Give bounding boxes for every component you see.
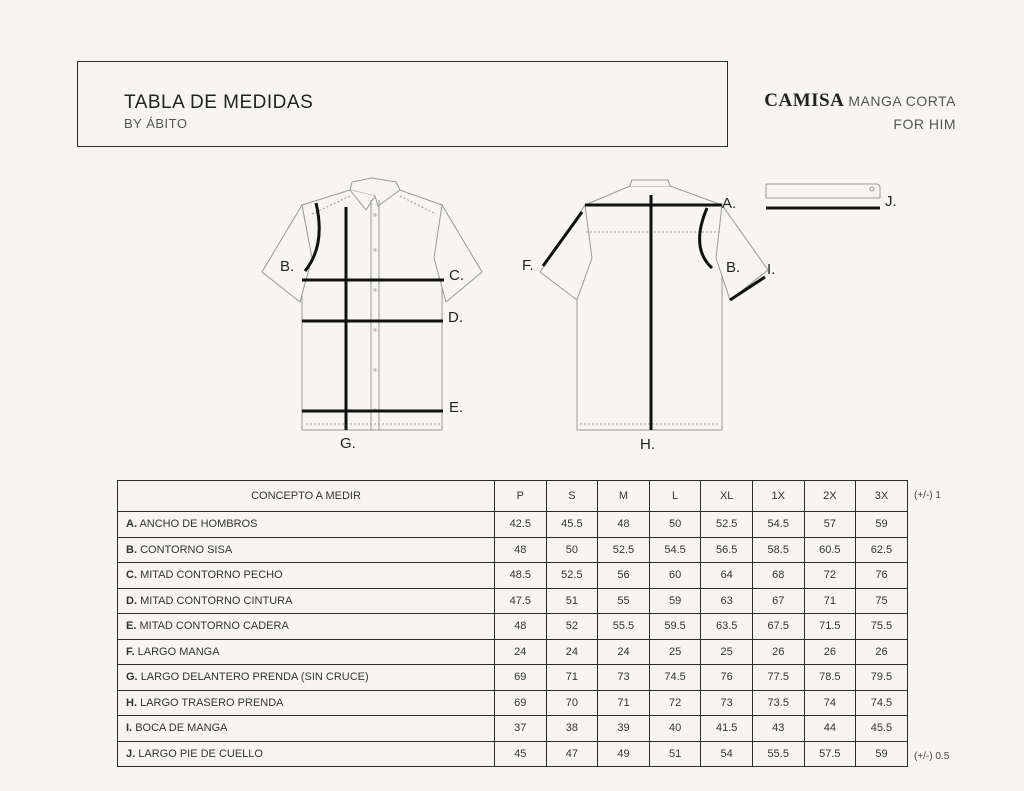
size-value-cell: 72 bbox=[649, 690, 701, 716]
concept-label: ANCHO DE HOMBROS bbox=[139, 518, 258, 531]
size-value-cell: 45.5 bbox=[546, 512, 598, 538]
size-value-cell: 41.5 bbox=[701, 716, 753, 742]
concept-code: B. bbox=[126, 543, 137, 556]
product-audience: FOR HIM bbox=[893, 116, 956, 132]
product-type: MANGA CORTA bbox=[848, 93, 956, 109]
label-f: F. bbox=[522, 257, 534, 274]
label-b-front: B. bbox=[280, 258, 295, 275]
concept-label: BOCA DE MANGA bbox=[135, 722, 228, 735]
size-value-cell: 62.5 bbox=[856, 537, 908, 563]
label-b-back: B. bbox=[726, 259, 741, 276]
label-a: A. bbox=[722, 195, 737, 212]
size-value-cell: 51 bbox=[649, 741, 701, 767]
size-value-cell: 71 bbox=[598, 690, 650, 716]
size-value-cell: 48 bbox=[495, 537, 547, 563]
size-value-cell: 72 bbox=[804, 563, 856, 589]
concept-code: H. bbox=[126, 696, 137, 709]
size-value-cell: 70 bbox=[546, 690, 598, 716]
size-value-cell: 52 bbox=[546, 614, 598, 640]
size-value-cell: 68 bbox=[752, 563, 804, 589]
page-title: TABLA DE MEDIDAS bbox=[124, 92, 314, 113]
concept-label: LARGO TRASERO PRENDA bbox=[140, 696, 284, 709]
size-value-cell: 37 bbox=[495, 716, 547, 742]
size-value-cell: 59 bbox=[649, 588, 701, 614]
size-value-cell: 57.5 bbox=[804, 741, 856, 767]
label-c: C. bbox=[449, 267, 464, 284]
size-value-cell: 54 bbox=[701, 741, 753, 767]
table-row bbox=[118, 563, 908, 589]
concept-code: J. bbox=[126, 747, 136, 760]
size-header: P bbox=[495, 481, 547, 512]
size-value-cell: 24 bbox=[598, 639, 650, 665]
size-value-cell: 67 bbox=[752, 588, 804, 614]
size-value-cell: 51 bbox=[546, 588, 598, 614]
size-value-cell: 67.5 bbox=[752, 614, 804, 640]
concept-code: F. bbox=[126, 645, 135, 658]
table-row bbox=[118, 614, 908, 640]
table-row bbox=[118, 716, 908, 742]
tolerance-top: (+/-) 1 bbox=[914, 490, 941, 501]
size-value-cell: 49 bbox=[598, 741, 650, 767]
size-value-cell: 55 bbox=[598, 588, 650, 614]
size-value-cell: 55.5 bbox=[598, 614, 650, 640]
label-i: I. bbox=[767, 261, 776, 278]
size-value-cell: 73 bbox=[598, 665, 650, 691]
size-value-cell: 24 bbox=[495, 639, 547, 665]
size-value-cell: 45.5 bbox=[856, 716, 908, 742]
size-value-cell: 54.5 bbox=[649, 537, 701, 563]
concept-code: I. bbox=[126, 722, 133, 735]
size-value-cell: 57 bbox=[804, 512, 856, 538]
label-g: G. bbox=[340, 435, 356, 452]
concept-cell bbox=[118, 563, 495, 589]
size-value-cell: 79.5 bbox=[856, 665, 908, 691]
size-value-cell: 48.5 bbox=[495, 563, 547, 589]
table-row bbox=[118, 639, 908, 665]
size-header: M bbox=[598, 481, 650, 512]
size-value-cell: 47.5 bbox=[495, 588, 547, 614]
label-j: J. bbox=[885, 193, 897, 210]
label-h: H. bbox=[640, 436, 655, 453]
size-value-cell: 59 bbox=[856, 512, 908, 538]
size-value-cell: 58.5 bbox=[752, 537, 804, 563]
size-value-cell: 63 bbox=[701, 588, 753, 614]
concept-cell bbox=[118, 512, 495, 538]
table-row bbox=[118, 537, 908, 563]
size-value-cell: 25 bbox=[701, 639, 753, 665]
size-value-cell: 74 bbox=[804, 690, 856, 716]
size-header: 2X bbox=[804, 481, 856, 512]
concept-label: LARGO MANGA bbox=[137, 645, 220, 658]
size-value-cell: 50 bbox=[649, 512, 701, 538]
concept-label: CONTORNO SISA bbox=[140, 543, 233, 556]
size-value-cell: 64 bbox=[701, 563, 753, 589]
concept-label: MITAD CONTORNO CINTURA bbox=[140, 594, 293, 607]
table-row bbox=[118, 588, 908, 614]
size-value-cell: 74.5 bbox=[649, 665, 701, 691]
size-value-cell: 75 bbox=[856, 588, 908, 614]
product-brand: CAMISA bbox=[764, 90, 845, 111]
label-e: E. bbox=[449, 399, 464, 416]
concept-cell bbox=[118, 639, 495, 665]
concept-label: LARGO PIE DE CUELLO bbox=[138, 747, 263, 760]
size-value-cell: 25 bbox=[649, 639, 701, 665]
size-header: 1X bbox=[752, 481, 804, 512]
concept-cell bbox=[118, 665, 495, 691]
size-value-cell: 69 bbox=[495, 690, 547, 716]
table-header-row bbox=[118, 481, 908, 512]
size-value-cell: 71.5 bbox=[804, 614, 856, 640]
table-row bbox=[118, 690, 908, 716]
size-value-cell: 38 bbox=[546, 716, 598, 742]
size-value-cell: 73.5 bbox=[752, 690, 804, 716]
size-value-cell: 48 bbox=[495, 614, 547, 640]
size-value-cell: 39 bbox=[598, 716, 650, 742]
table-row bbox=[118, 512, 908, 538]
size-value-cell: 74.5 bbox=[856, 690, 908, 716]
size-value-cell: 26 bbox=[856, 639, 908, 665]
size-value-cell: 60.5 bbox=[804, 537, 856, 563]
size-value-cell: 52.5 bbox=[598, 537, 650, 563]
size-value-cell: 73 bbox=[701, 690, 753, 716]
size-value-cell: 56 bbox=[598, 563, 650, 589]
size-value-cell: 78.5 bbox=[804, 665, 856, 691]
size-value-cell: 24 bbox=[546, 639, 598, 665]
size-value-cell: 45 bbox=[495, 741, 547, 767]
concept-label: MITAD CONTORNO CADERA bbox=[139, 620, 289, 633]
size-value-cell: 55.5 bbox=[752, 741, 804, 767]
size-header: S bbox=[546, 481, 598, 512]
size-value-cell: 71 bbox=[546, 665, 598, 691]
size-value-cell: 59 bbox=[856, 741, 908, 767]
concept-cell bbox=[118, 614, 495, 640]
concept-cell bbox=[118, 690, 495, 716]
size-value-cell: 26 bbox=[752, 639, 804, 665]
concept-cell bbox=[118, 537, 495, 563]
back-shirt-illustration bbox=[540, 180, 768, 430]
concept-label: LARGO DELANTERO PRENDA (SIN CRUCE) bbox=[140, 671, 369, 684]
size-header: XL bbox=[701, 481, 753, 512]
size-value-cell: 26 bbox=[804, 639, 856, 665]
size-table bbox=[117, 480, 908, 767]
concept-code: C. bbox=[126, 569, 137, 582]
front-shirt-illustration bbox=[262, 178, 482, 430]
size-value-cell: 76 bbox=[701, 665, 753, 691]
concept-code: D. bbox=[126, 594, 137, 607]
label-d: D. bbox=[448, 309, 463, 326]
concept-cell bbox=[118, 741, 495, 767]
concept-cell bbox=[118, 588, 495, 614]
size-value-cell: 71 bbox=[804, 588, 856, 614]
size-value-cell: 52.5 bbox=[701, 512, 753, 538]
concept-code: E. bbox=[126, 620, 137, 633]
concept-code: A. bbox=[126, 518, 137, 531]
size-header: 3X bbox=[856, 481, 908, 512]
size-value-cell: 48 bbox=[598, 512, 650, 538]
size-value-cell: 50 bbox=[546, 537, 598, 563]
tolerance-bottom: (+/-) 0.5 bbox=[914, 751, 950, 762]
size-value-cell: 54.5 bbox=[752, 512, 804, 538]
size-value-cell: 63.5 bbox=[701, 614, 753, 640]
size-value-cell: 60 bbox=[649, 563, 701, 589]
size-value-cell: 77.5 bbox=[752, 665, 804, 691]
size-value-cell: 59.5 bbox=[649, 614, 701, 640]
table-row bbox=[118, 741, 908, 767]
size-value-cell: 44 bbox=[804, 716, 856, 742]
size-value-cell: 52.5 bbox=[546, 563, 598, 589]
concept-header: CONCEPTO A MEDIR bbox=[118, 481, 495, 512]
size-value-cell: 75.5 bbox=[856, 614, 908, 640]
concept-cell bbox=[118, 716, 495, 742]
size-value-cell: 40 bbox=[649, 716, 701, 742]
concept-code: G. bbox=[126, 671, 138, 684]
size-value-cell: 42.5 bbox=[495, 512, 547, 538]
size-value-cell: 56.5 bbox=[701, 537, 753, 563]
collar-band-illustration bbox=[766, 184, 880, 208]
size-value-cell: 69 bbox=[495, 665, 547, 691]
size-value-cell: 47 bbox=[546, 741, 598, 767]
size-value-cell: 43 bbox=[752, 716, 804, 742]
table-row bbox=[118, 665, 908, 691]
page-subtitle: BY ÁBITO bbox=[124, 116, 188, 131]
concept-label: MITAD CONTORNO PECHO bbox=[140, 569, 283, 582]
size-header: L bbox=[649, 481, 701, 512]
size-value-cell: 76 bbox=[856, 563, 908, 589]
